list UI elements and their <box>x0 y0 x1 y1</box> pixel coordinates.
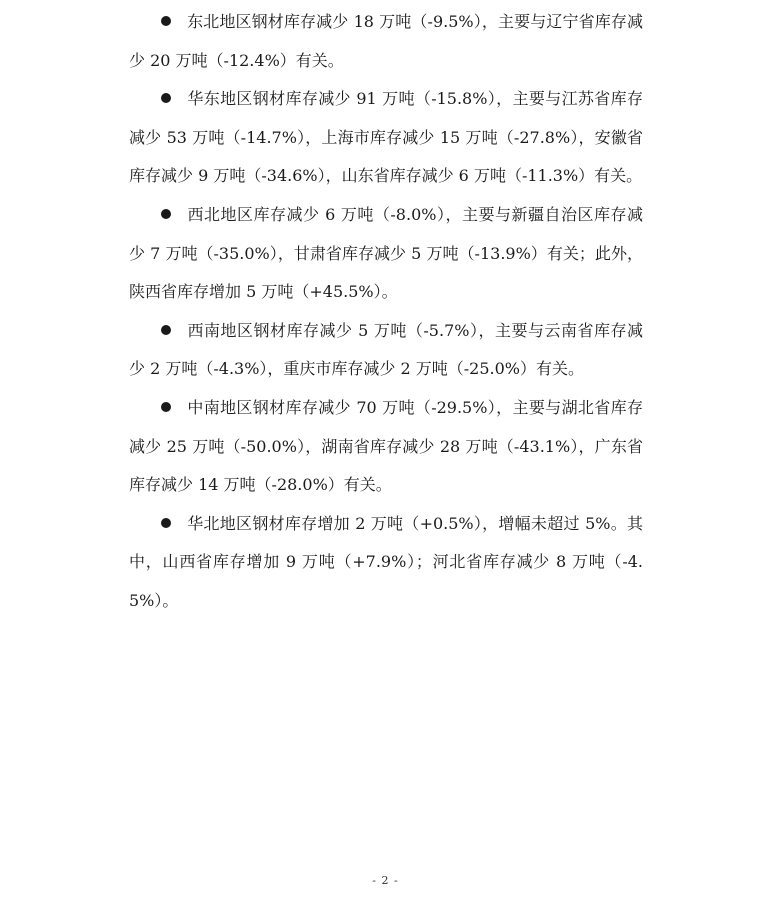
bullet-icon <box>161 209 171 219</box>
paragraph-text: 中南地区钢材库存减少 70 万吨（-29.5%），主要与湖北省库存减少 25 万吨（-50.0%），湖南省库存减少 28 万吨（-43.1%），广东省库存减少 14 万吨（-28.0%）有关。 <box>129 397 643 495</box>
bullet-icon <box>161 325 171 335</box>
paragraph-text: 西北地区库存减少 6 万吨（-8.0%），主要与新疆自治区库存减少 7 万吨（-35.0%），甘肃省库存减少 5 万吨（-13.9%）有关；此外，陕西省库存增加 5 万吨（+45.5%）。 <box>129 204 643 302</box>
paragraph-central-south <box>129 389 643 505</box>
paragraph-north <box>129 505 643 621</box>
paragraph-northwest <box>129 196 643 312</box>
paragraph-northeast <box>129 3 643 80</box>
bullet-icon <box>161 518 171 528</box>
bullet-icon <box>161 93 171 103</box>
paragraph-text: 东北地区钢材库存减少 18 万吨（-9.5%），主要与辽宁省库存减少 20 万吨（-12.4%）有关。 <box>129 12 643 70</box>
bullet-icon <box>161 16 171 26</box>
paragraph-text: 华东地区钢材库存减少 91 万吨（-15.8%），主要与江苏省库存减少 53 万吨（-14.7%），上海市库存减少 15 万吨（-27.8%），安徽省库存减少 9 万吨（-34.6%），山东省库存减少 6 万吨（-11.3%）有关。 <box>129 89 643 186</box>
paragraph-southwest <box>129 312 643 389</box>
document-body <box>129 3 643 621</box>
paragraph-east <box>129 80 643 196</box>
paragraph-text: 西南地区钢材库存减少 5 万吨（-5.7%），主要与云南省库存减少 2 万吨（-4.3%），重庆市库存减少 2 万吨（-25.0%）有关。 <box>129 320 643 379</box>
page-number: - 2 - <box>372 874 399 887</box>
bullet-icon <box>161 402 171 412</box>
paragraph-text: 华北地区钢材库存增加 2 万吨（+0.5%），增幅未超过 5%。其中，山西省库存增加 9 万吨（+7.9%）；河北省库存减少 8 万吨（-4.5%）。 <box>129 513 643 610</box>
